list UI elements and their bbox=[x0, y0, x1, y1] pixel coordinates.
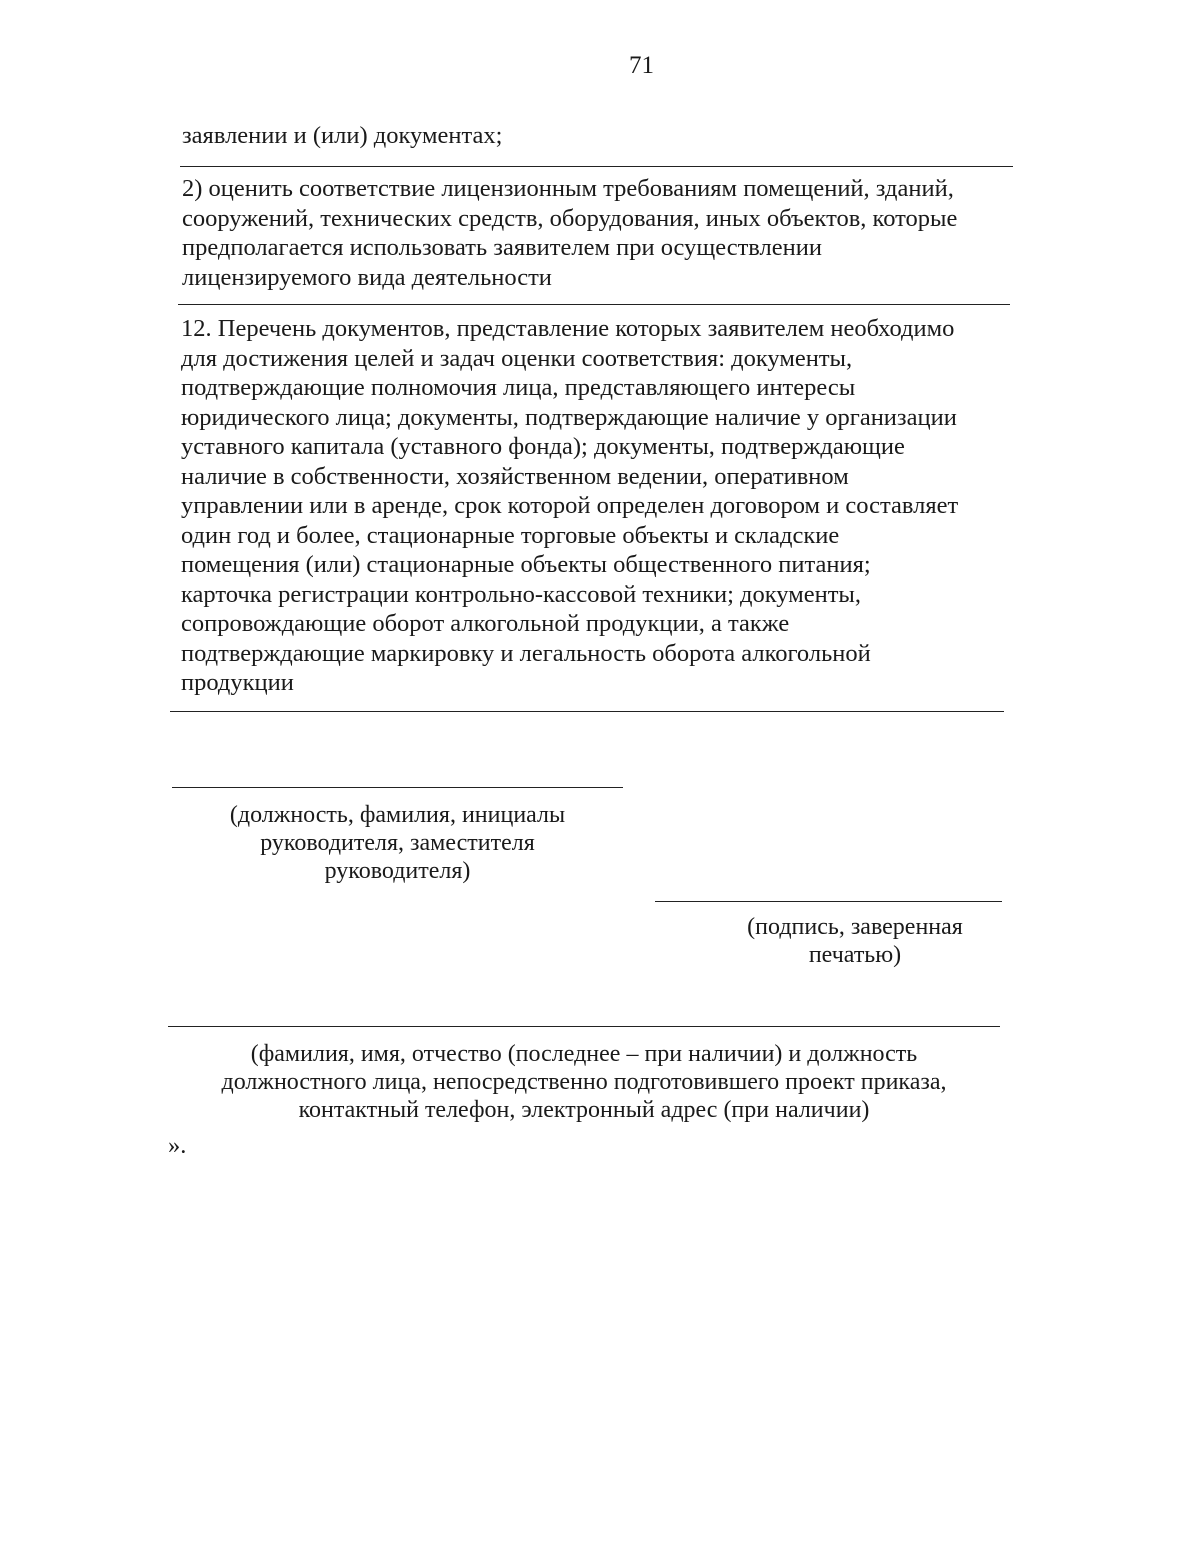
section-1-text: заявлении и (или) документах; bbox=[182, 122, 503, 149]
section-1-underline bbox=[180, 166, 1013, 167]
position-signature-line bbox=[172, 787, 623, 788]
page-number: 71 bbox=[629, 52, 654, 79]
closing-quote-mark: ». bbox=[168, 1132, 187, 1159]
section-2-underline bbox=[178, 304, 1010, 305]
signature-line bbox=[655, 901, 1002, 902]
section-2-text: 2) оценить соответствие лицензионным требованиям помещений, зданий, сооружений, технических средств, оборудования, иных объектов, которые предполагается использовать заявителем при осуществлении лицензируемого вида деятельности bbox=[182, 175, 958, 291]
official-signature-line bbox=[168, 1026, 1000, 1027]
section-3-underline bbox=[170, 711, 1004, 712]
section-3-text: 12. Перечень документов, представление которых заявителем необходимо для достижения целей и задач оценки соответствия: документы, подтверждающие полномочия лица, представляющего интересы юридического лица; документы, подтверждающие наличие у организации уставного капитала (уставного фонда); документы, подтверждающие наличие в собственности, хозяйственном ведении, оперативном управлении или в аренде, срок которой определен договором и составляет один год и более, стационарные торговые объекты и складские помещения (или) стационарные объекты общественного питания; карточка регистрации контрольно-кассовой техники; документы, сопровождающие оборот алкогольной продукции, а также подтверждающие маркировку и легальность оборота алкогольной продукции bbox=[181, 315, 959, 696]
signature-caption: (подпись, заверенная печатью) bbox=[747, 914, 963, 968]
official-caption: (фамилия, имя, отчество (последнее – при наличии) и должность должностного лица, непосредственно подготовившего проект приказа, контактный телефон, электронный адрес (при наличии) bbox=[221, 1041, 947, 1123]
position-caption: (должность, фамилия, инициалы руководителя, заместителя руководителя) bbox=[229, 802, 566, 884]
